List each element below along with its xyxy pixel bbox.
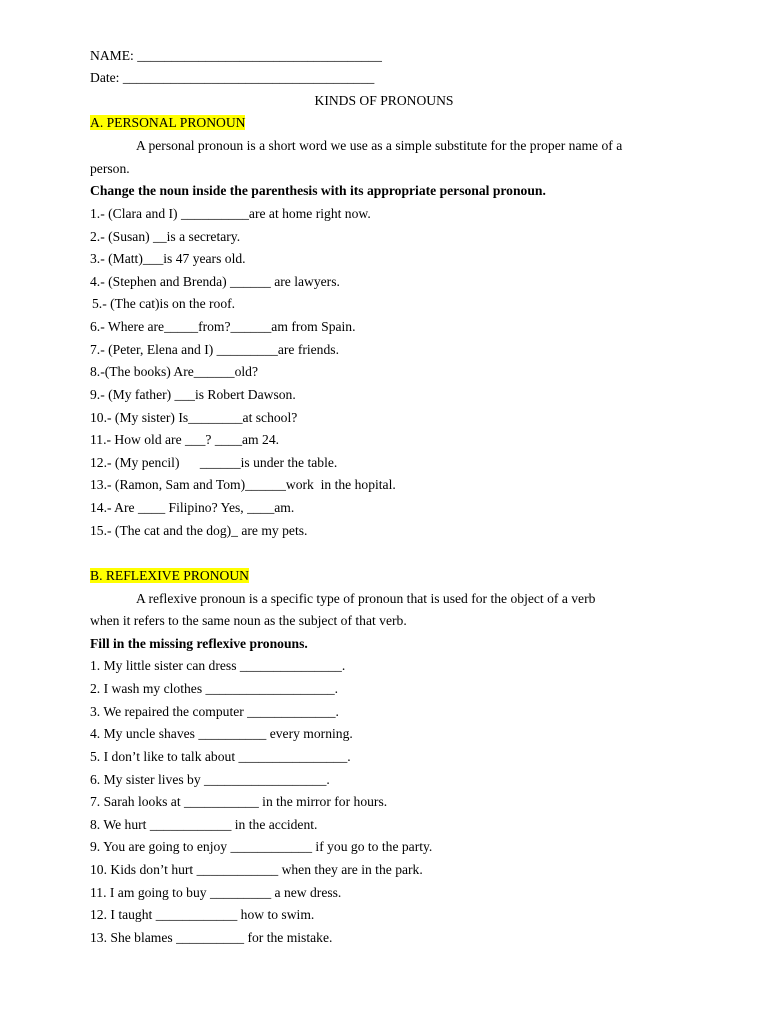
section-b-heading-text: B. REFLEXIVE PRONOUN bbox=[90, 568, 249, 583]
section-a-item: 3.- (Matt)___is 47 years old. bbox=[90, 251, 246, 266]
section-a-item: 7.- (Peter, Elena and I) _________are friends. bbox=[90, 342, 339, 357]
section-a-heading-text: A. PERSONAL PRONOUN bbox=[90, 115, 246, 130]
section-a-intro-line-2: person. bbox=[90, 161, 130, 176]
section-a-item: 12.- (My pencil) ______is under the table. bbox=[90, 455, 338, 470]
section-b-heading bbox=[90, 568, 249, 584]
section-a-instruction: Change the noun inside the parenthesis with its appropriate personal pronoun. bbox=[90, 183, 546, 198]
section-a-item: 9.- (My father) ___is Robert Dawson. bbox=[90, 387, 296, 402]
section-b-item: 9. You are going to enjoy ____________ if you go to the party. bbox=[90, 839, 433, 854]
section-b-item: 6. My sister lives by __________________. bbox=[90, 772, 330, 787]
section-b-instruction: Fill in the missing reflexive pronouns. bbox=[90, 636, 308, 651]
section-b-intro-line-1: A reflexive pronoun is a specific type of pronoun that is used for the object of a verb bbox=[136, 591, 596, 606]
section-b-item: 3. We repaired the computer _____________. bbox=[90, 704, 339, 719]
section-a-item: 8.-(The books) Are______old? bbox=[90, 364, 258, 379]
section-a-item: 10.- (My sister) Is________at school? bbox=[90, 410, 298, 425]
section-a-item: 5.- (The cat)is on the roof. bbox=[92, 296, 236, 311]
section-a-item: 14.- Are ____ Filipino? Yes, ____am. bbox=[90, 500, 295, 515]
section-a-heading bbox=[90, 115, 245, 131]
section-a-intro-line-1: A personal pronoun is a short word we use as a simple substitute for the proper name of a bbox=[136, 138, 623, 153]
page-title: KINDS OF PRONOUNS bbox=[314, 93, 454, 108]
section-b-item: 13. She blames __________ for the mistake. bbox=[90, 930, 333, 945]
name-line: NAME: ____________________________________ bbox=[90, 48, 382, 63]
section-b-item: 7. Sarah looks at ___________ in the mirror for hours. bbox=[90, 794, 388, 809]
date-line: Date: _____________________________________ bbox=[90, 70, 375, 85]
section-b-item: 4. My uncle shaves __________ every morning. bbox=[90, 726, 353, 741]
section-b-item: 12. I taught ____________ how to swim. bbox=[90, 907, 315, 922]
section-b-item: 2. I wash my clothes ___________________. bbox=[90, 681, 339, 696]
section-a-item: 2.- (Susan) __is a secretary. bbox=[90, 229, 241, 244]
section-b-intro-line-2: when it refers to the same noun as the subject of that verb. bbox=[90, 613, 407, 628]
section-a-item: 4.- (Stephen and Brenda) ______ are lawyers. bbox=[90, 274, 340, 289]
section-a-item: 15.- (The cat and the dog)_ are my pets. bbox=[90, 523, 308, 538]
section-a-item: 6.- Where are_____from?______am from Spain. bbox=[90, 319, 356, 334]
section-b-item: 1. My little sister can dress _______________. bbox=[90, 658, 346, 673]
section-b-item: 10. Kids don’t hurt ____________ when they are in the park. bbox=[90, 862, 423, 877]
section-a-item: 11.- How old are ___? ____am 24. bbox=[90, 432, 280, 447]
section-b-item: 5. I don’t like to talk about ________________. bbox=[90, 749, 351, 764]
section-b-item: 11. I am going to buy _________ a new dress. bbox=[90, 885, 342, 900]
section-a-item: 13.- (Ramon, Sam and Tom)______work in the hopital. bbox=[90, 477, 396, 492]
section-a-item: 1.- (Clara and I) __________are at home right now. bbox=[90, 206, 371, 221]
section-b-item: 8. We hurt ____________ in the accident. bbox=[90, 817, 318, 832]
